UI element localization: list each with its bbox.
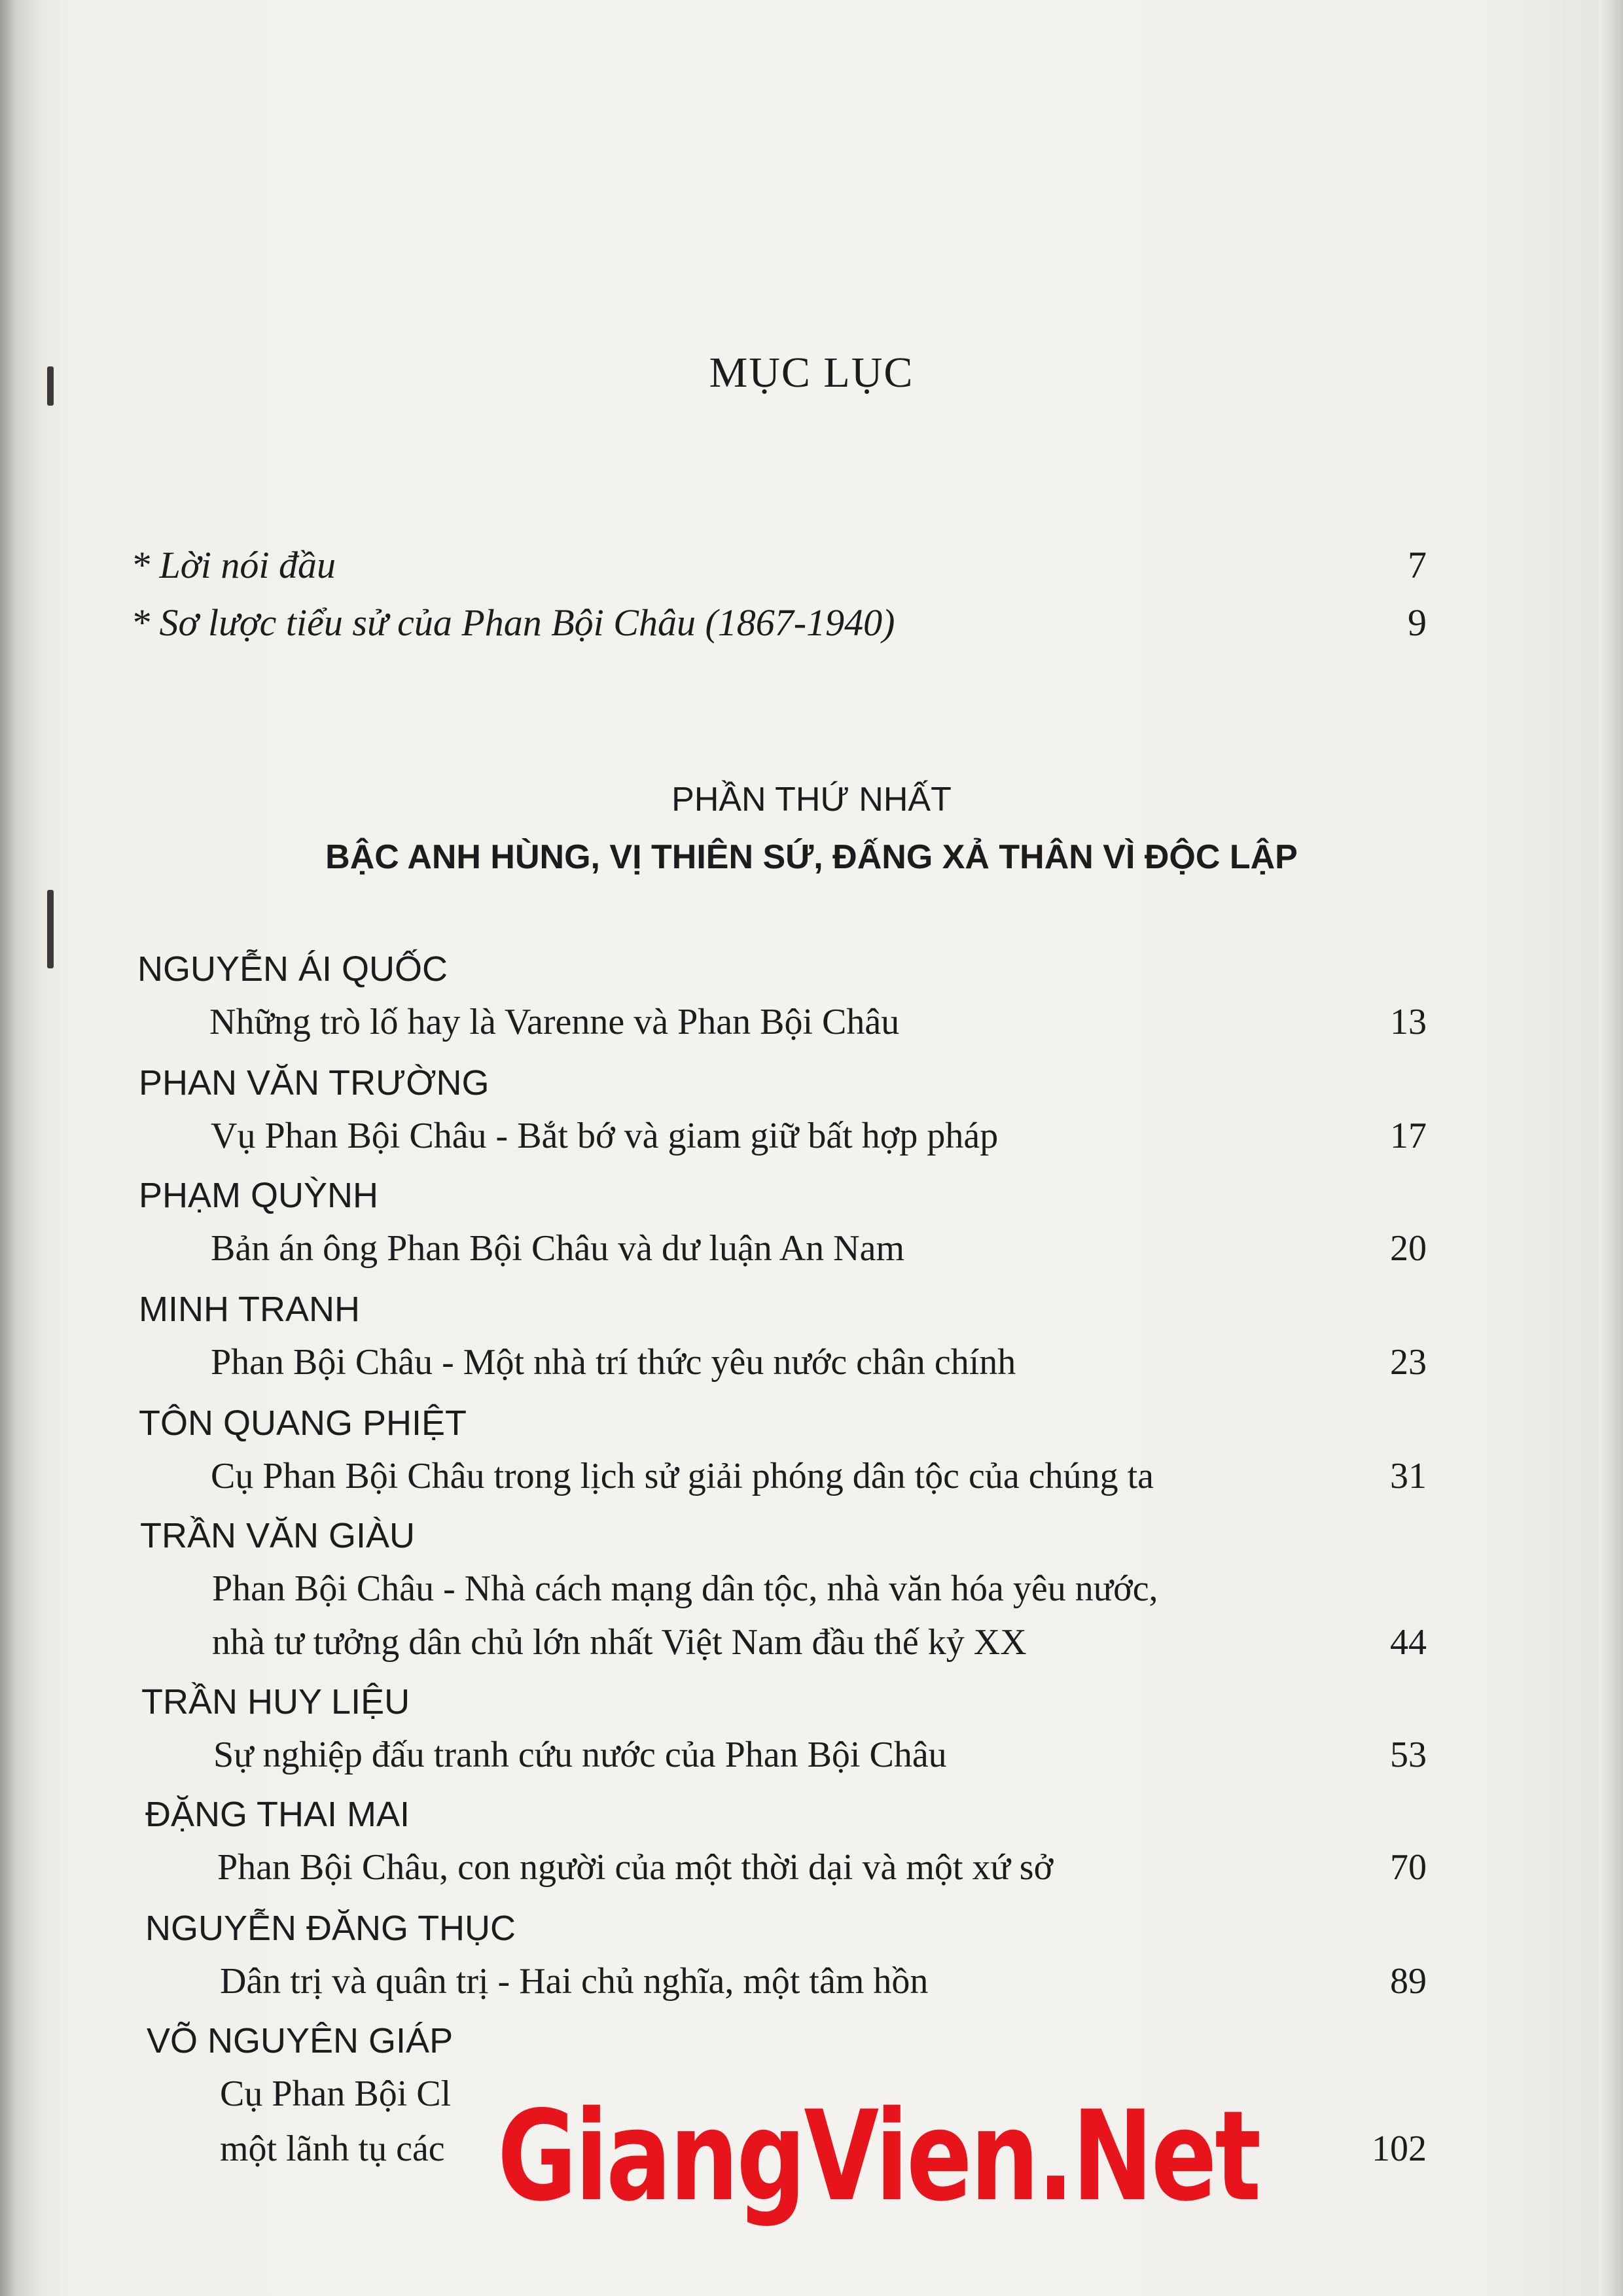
intro-item [131, 601, 1427, 645]
entry-title: Vụ Phan Bội Châu - Bắt bớ và giam giữ bất hợp pháp [211, 1116, 999, 1156]
intro-item-page: 7 [1408, 544, 1427, 586]
entry-author: NGUYỄN ÁI QUỐC [137, 949, 448, 989]
entry-author: TÔN QUANG PHIỆT [139, 1404, 467, 1443]
entry-author: TRẦN VĂN GIÀU [140, 1516, 416, 1555]
entry-title: nhà tư tưởng dân chủ lớn nhất Việt Nam đầu thế kỷ XX [212, 1622, 1027, 1663]
entry-page: 17 [1390, 1116, 1427, 1156]
entry-title: Những trò lố hay là Varenne và Phan Bội Châu [209, 1002, 900, 1042]
intro-item-label: * Sơ lược tiểu sử của Phan Bội Châu (1867-1940) [131, 601, 895, 644]
entry-author: ĐẶNG THAI MAI [145, 1795, 410, 1834]
binding-mark [47, 890, 54, 968]
entry-page: 44 [1390, 1622, 1427, 1663]
page-right-edge [1599, 0, 1623, 2296]
entry-page: 89 [1390, 1961, 1427, 2002]
part-label: PHẦN THỨ NHẤT [671, 781, 952, 819]
page-title: MỤC LỤC [709, 349, 914, 397]
entry-author: TRẦN HUY LIỆU [141, 1682, 410, 1722]
entry-page: 102 [1372, 2128, 1427, 2169]
entry-title: Phan Bội Châu - Một nhà trí thức yêu nước chân chính [211, 1342, 1016, 1383]
entry-author: PHAN VĂN TRƯỜNG [139, 1063, 490, 1103]
entry-page: 31 [1390, 1456, 1427, 1496]
intro-item-label: * Lời nói đầu [131, 544, 336, 586]
entry-author: MINH TRANH [139, 1290, 361, 1329]
entry-title: Phan Bội Châu, con người của một thời dại và một xứ sở [217, 1847, 1054, 1888]
entry-author: PHẠM QUỲNH [139, 1176, 379, 1215]
intro-item-page: 9 [1408, 601, 1427, 644]
entry-author: VÕ NGUYÊN GIÁP [147, 2021, 454, 2060]
entry-title: Dân trị và quân trị - Hai chủ nghĩa, một tâm hồn [220, 1961, 929, 2002]
entry-page: 70 [1390, 1847, 1427, 1888]
entry-author: NGUYỄN ĐĂNG THỤC [145, 1909, 516, 1948]
intro-item [131, 543, 1427, 587]
entry-title: Cụ Phan Bội Châu trong lịch sử giải phóng dân tộc của chúng ta [211, 1456, 1154, 1496]
entry-page: 53 [1390, 1735, 1427, 1775]
part-title: BẬC ANH HÙNG, VỊ THIÊN SỨ, ĐẤNG XẢ THÂN VÌ ĐỘC LẬP [325, 838, 1298, 876]
watermark-logo: GiangVien.Net [497, 2084, 1260, 2229]
entry-page: 20 [1390, 1228, 1427, 1269]
entry-page: 23 [1390, 1342, 1427, 1383]
entry-title: Bản án ông Phan Bội Châu và dư luận An Nam [211, 1228, 905, 1269]
entry-title: một lãnh tụ các [220, 2128, 445, 2169]
entry-page: 13 [1390, 1002, 1427, 1042]
entry-title: Cụ Phan Bội Cl [220, 2074, 452, 2114]
entry-title: Phan Bội Châu - Nhà cách mạng dân tộc, nhà văn hóa yêu nước, [212, 1568, 1158, 1609]
entry-title: Sự nghiệp đấu tranh cứu nước của Phan Bội Châu [213, 1735, 947, 1775]
page-left-edge [0, 0, 46, 2296]
